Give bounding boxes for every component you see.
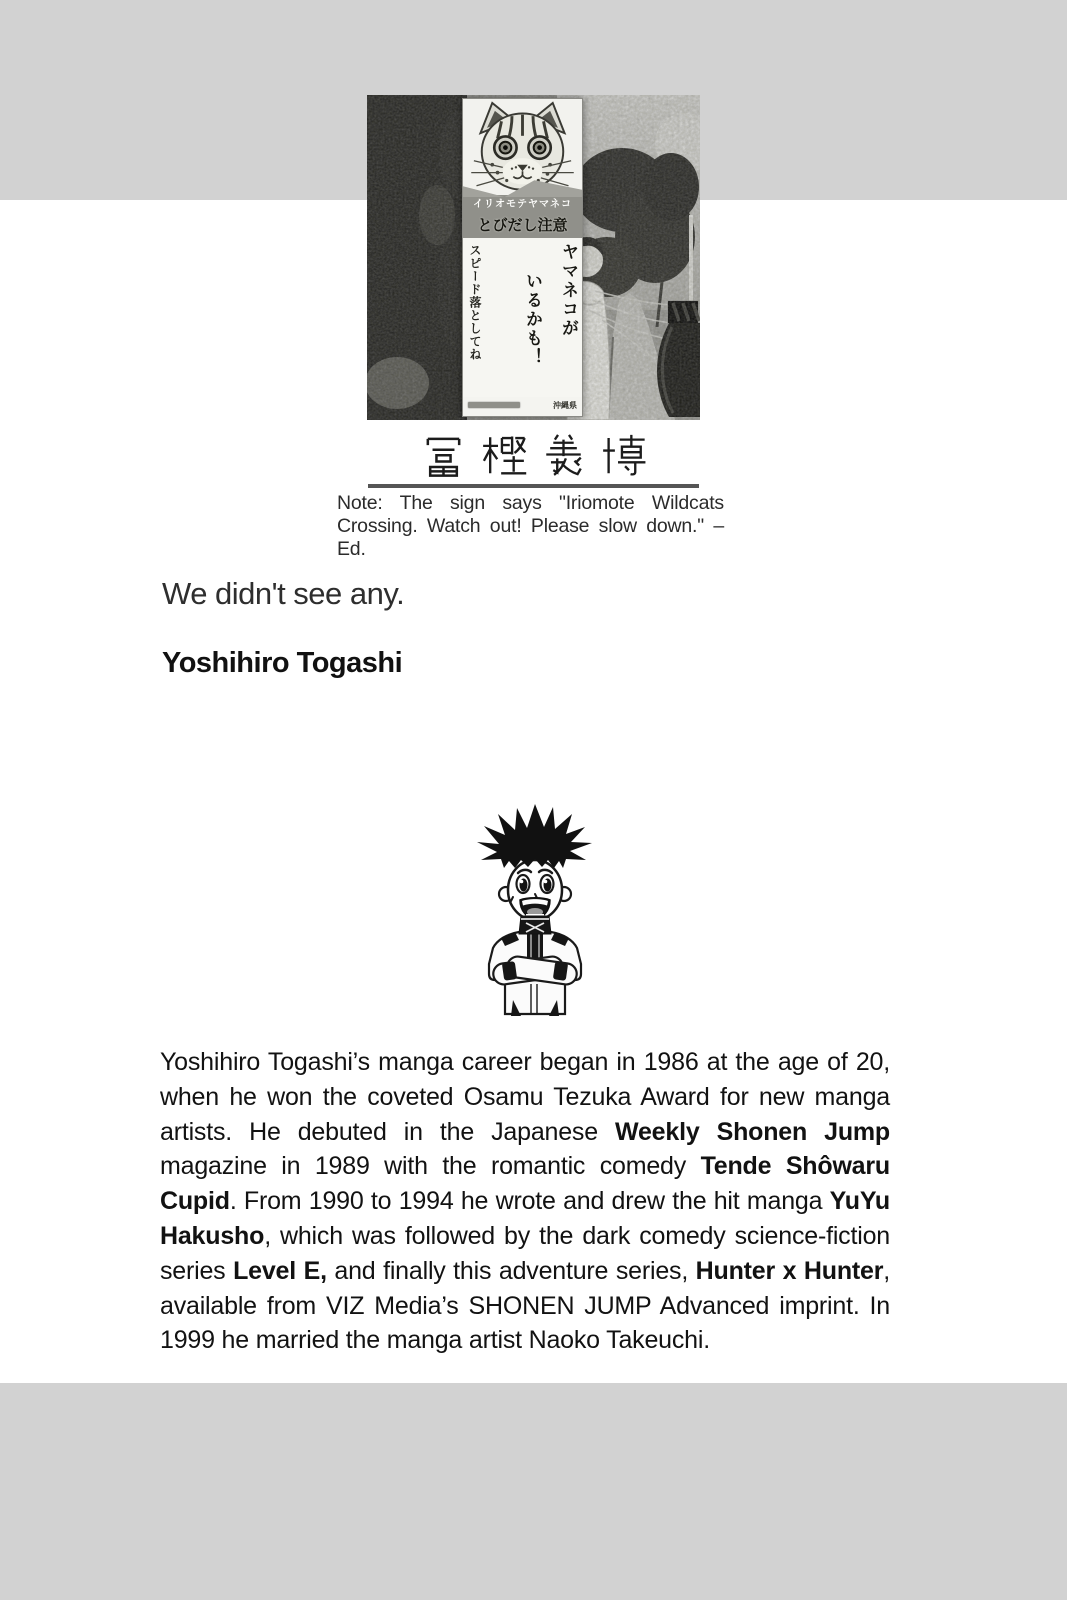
sign-credit-row: [463, 397, 582, 416]
bio-text: and finally this adventure series,: [326, 1256, 696, 1285]
spiky-hair-boy-drawing: [471, 802, 599, 1020]
kanji-kashi: [480, 431, 527, 478]
bottom-grey-band: [0, 1383, 1067, 1600]
bio-text: , available from VIZ Media’s SHONEN JUMP Advanced imprint. In 1999 he married the manga artist Naoko Takeuchi.: [160, 1256, 890, 1355]
sign-lower-panel: [463, 238, 582, 397]
bio-series-title: Weekly Shonen Jump: [615, 1117, 890, 1146]
author-comment: We didn't see any.: [162, 576, 405, 611]
manga-character-illustration: [471, 802, 599, 1020]
sign-species-text: イリオモテヤマネコ: [463, 195, 582, 214]
sign-vertical-line-1: ヤマネコが: [559, 243, 578, 338]
kanji-gi: [540, 431, 587, 478]
kanji-tomi: [420, 431, 467, 478]
bio-text: , which was followed by the dark comedy science-fiction series: [160, 1221, 890, 1285]
name-underline-rule: [368, 484, 699, 488]
kanji-hiro: [600, 431, 647, 478]
sign-credit-prefecture: 沖縄県: [553, 400, 577, 410]
sign-vertical-line-3: スピード落としてね: [468, 244, 482, 361]
bio-text: . From 1990 to 1994 he wrote and drew the hit manga: [229, 1187, 830, 1216]
wildcat-sign-photo: [367, 95, 700, 420]
bio-series-title: YuYu Hakusho: [160, 1187, 890, 1250]
wildcat-face-icon: [463, 99, 582, 191]
sign-credit-illegible: [468, 402, 520, 408]
wildcat-crossing-sign: [462, 98, 583, 417]
author-name-japanese: [0, 431, 1067, 478]
sign-vertical-line-2: いるかも！: [523, 272, 542, 367]
bio-paragraph: [160, 1045, 890, 1358]
bio-series-title: Tende Shôwaru Cupid: [160, 1152, 890, 1216]
bio-text: Yoshihiro Togashi’s manga career began in 1986 at the age of 20, when he won the coveted Osamu Tezuka Award for new manga artists. He debuted in the Japanese: [160, 1048, 890, 1146]
sign-warning-text: とびだし注意: [463, 214, 582, 238]
sign-cat-panel: [463, 99, 582, 195]
bio-series-title: Level E,: [233, 1256, 327, 1285]
author-name-english: Yoshihiro Togashi: [162, 647, 403, 679]
bio-series-title: Hunter x Hunter: [695, 1256, 884, 1285]
editor-note: Note: The sign says "Iriomote Wildcats Crossing. Watch out! Please slow down." –Ed.: [337, 492, 724, 560]
bio-text: magazine in 1989 with the romantic comedy: [160, 1152, 701, 1181]
